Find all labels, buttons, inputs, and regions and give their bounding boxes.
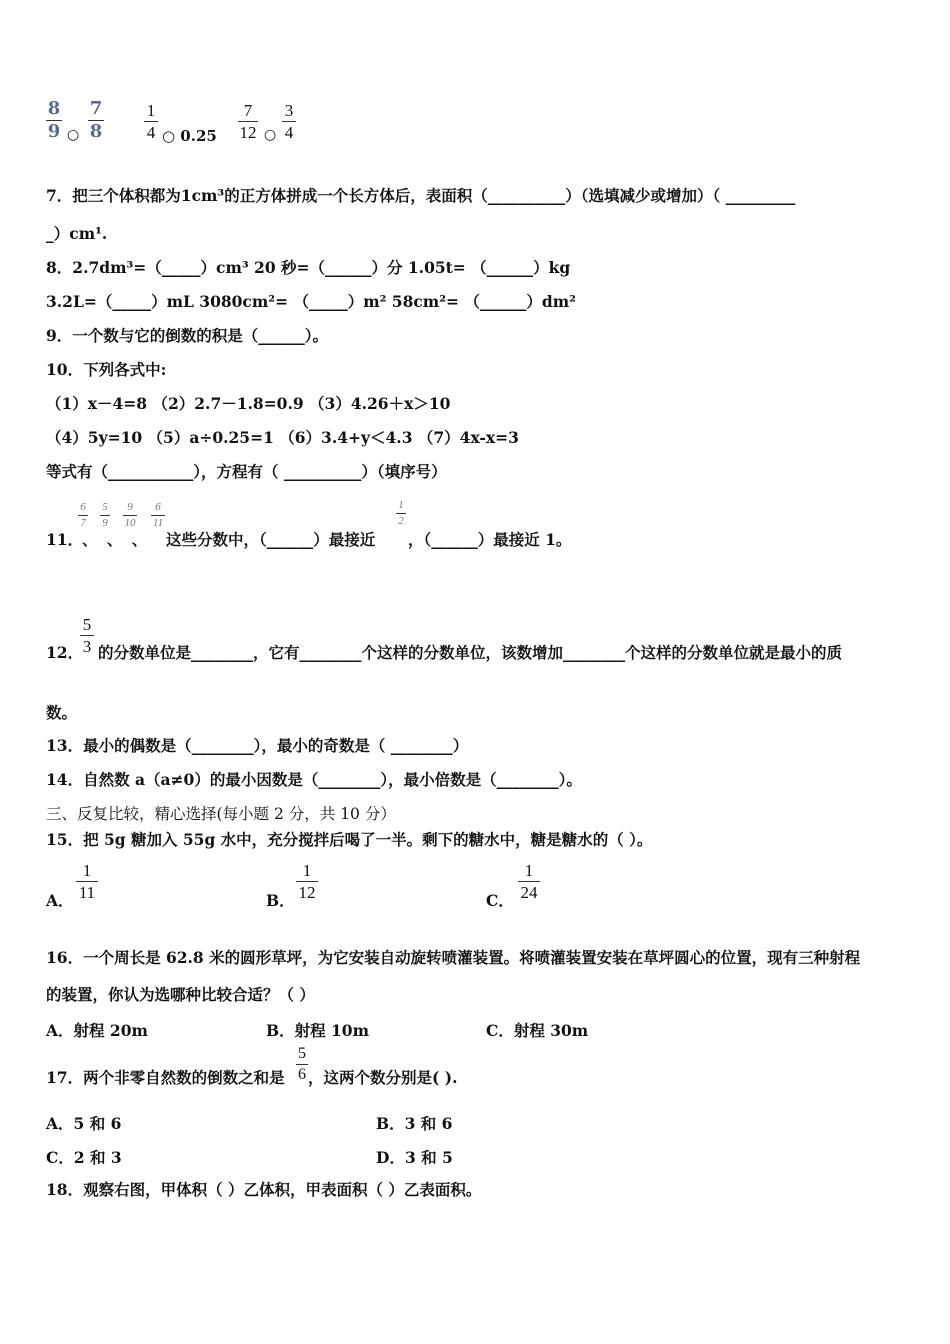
q8-line1: 8．2.7dm³=（_____）cm³ 20 秒=（______）分 1.05t= （______）kg bbox=[46, 258, 571, 277]
compare-025[interactable]: ○ 0.25 bbox=[162, 127, 217, 145]
q13: 13．最小的偶数是（________），最小的奇数是（ ________） bbox=[46, 736, 469, 755]
q11 bbox=[46, 500, 926, 550]
q12-text: 的分数单位是________，它有________个这样的分数单位，该数增加________个这样的分数单位就是最小的质 bbox=[98, 643, 843, 662]
q15-frac-b: 1 12 bbox=[296, 862, 318, 901]
q11-frac-1-2: 1 2 bbox=[396, 500, 406, 527]
q15-stem: 15．把 5g 糖加入 55g 水中，充分搅拌后喝了一半。剩下的糖水中，糖是糖水的（ ）。 bbox=[46, 830, 653, 849]
q10-row1: （1）x－4=8 （2）2.7－1.8=0.9 （3）4.26＋x＞10 bbox=[46, 394, 451, 413]
compare-circle[interactable]: ○ bbox=[67, 127, 80, 143]
q17-option-b[interactable]: B．3 和 6 bbox=[376, 1114, 453, 1133]
section-3-heading: 三、反复比较，精心选择(每小题 2 分，共 10 分） bbox=[46, 805, 396, 823]
q11-frac-6-7: 6 7 bbox=[78, 502, 88, 529]
q12 bbox=[46, 614, 926, 666]
q12-frac-5-3: 5 3 bbox=[80, 616, 94, 655]
q17 bbox=[46, 1046, 926, 1096]
q18: 18．观察右图，甲体积（ ）乙体积，甲表面积（ ）乙表面积。 bbox=[46, 1180, 482, 1199]
q10-title: 10．下列各式中: bbox=[46, 360, 167, 379]
compare-circle-2[interactable]: ○ bbox=[264, 127, 277, 143]
q16-line1: 16．一个周长是 62.8 米的圆形草坪，为它安装自动旋转喷灌装置。将喷灌装置安装在草坪圆心的位置，现有三种射程 bbox=[46, 948, 861, 967]
q16-line2: 的装置，你认为选哪种比较合适？（ ） bbox=[46, 985, 315, 1004]
q16-option-c[interactable]: C．射程 30m bbox=[486, 1021, 589, 1040]
q15-frac-c: 1 24 bbox=[518, 862, 540, 901]
q10-row3: 等式有（___________），方程有（ __________）（填序号） bbox=[46, 462, 447, 481]
q17-frac-5-6: 5 6 bbox=[298, 1045, 306, 1083]
q7-line1: 7．把三个体积都为1cm³的正方体拼成一个长方体后，表面积（__________）（选填减少或增加）（ _________ bbox=[46, 186, 796, 205]
q12-prefix: 12． bbox=[46, 643, 84, 662]
q17-option-d[interactable]: D．3 和 5 bbox=[376, 1148, 453, 1167]
q12-line2: 数。 bbox=[46, 703, 78, 722]
q8-line2: 3.2L=（_____）mL 3080cm²= （_____）m² 58cm²= （______）dm² bbox=[46, 292, 576, 311]
fraction-3-4: 3 4 bbox=[282, 102, 296, 141]
fraction-1-4: 1 4 bbox=[144, 102, 158, 141]
fraction-7-8: 7 8 bbox=[89, 98, 103, 142]
q16-option-b[interactable]: B．射程 10m bbox=[266, 1021, 369, 1040]
q17-stem2: ，这两个数分别是( ). bbox=[308, 1068, 458, 1087]
fraction-7-12: 7 12 bbox=[239, 101, 257, 142]
q7-line2: _）cm¹. bbox=[46, 224, 108, 243]
q11-frac-9-10: 9 10 bbox=[124, 501, 136, 529]
q9: 9．一个数与它的倒数的积是（______）。 bbox=[46, 326, 329, 345]
q11-text: 这些分数中，（______）最接近 bbox=[166, 530, 376, 549]
q17-option-c[interactable]: C．2 和 3 bbox=[46, 1148, 122, 1167]
fraction-8-9: 8 9 bbox=[47, 98, 61, 142]
q6-comparison-row bbox=[46, 100, 306, 152]
q11-prefix: 11． bbox=[46, 530, 84, 549]
q11-frac-5-9: 5 9 bbox=[100, 502, 110, 529]
q11-frac-6-11: 6 11 bbox=[152, 501, 164, 529]
q16-option-a[interactable]: A．射程 20m bbox=[46, 1021, 148, 1040]
q17-option-a[interactable]: A．5 和 6 bbox=[46, 1114, 122, 1133]
q11-text2: ，（______）最接近 1。 bbox=[408, 530, 572, 549]
q15-frac-a: 1 11 bbox=[76, 862, 98, 901]
q10-row2: （4）5y=10 （5）a÷0.25=1 （6）3.4+y＜4.3 （7）4x-x=3 bbox=[46, 428, 519, 447]
q14: 14．自然数 a（a≠0）的最小因数是（________），最小倍数是（________）。 bbox=[46, 770, 582, 789]
q17-stem1: 17．两个非零自然数的倒数之和是 bbox=[46, 1068, 285, 1087]
q11-separators: 、 、 、 bbox=[82, 530, 150, 549]
